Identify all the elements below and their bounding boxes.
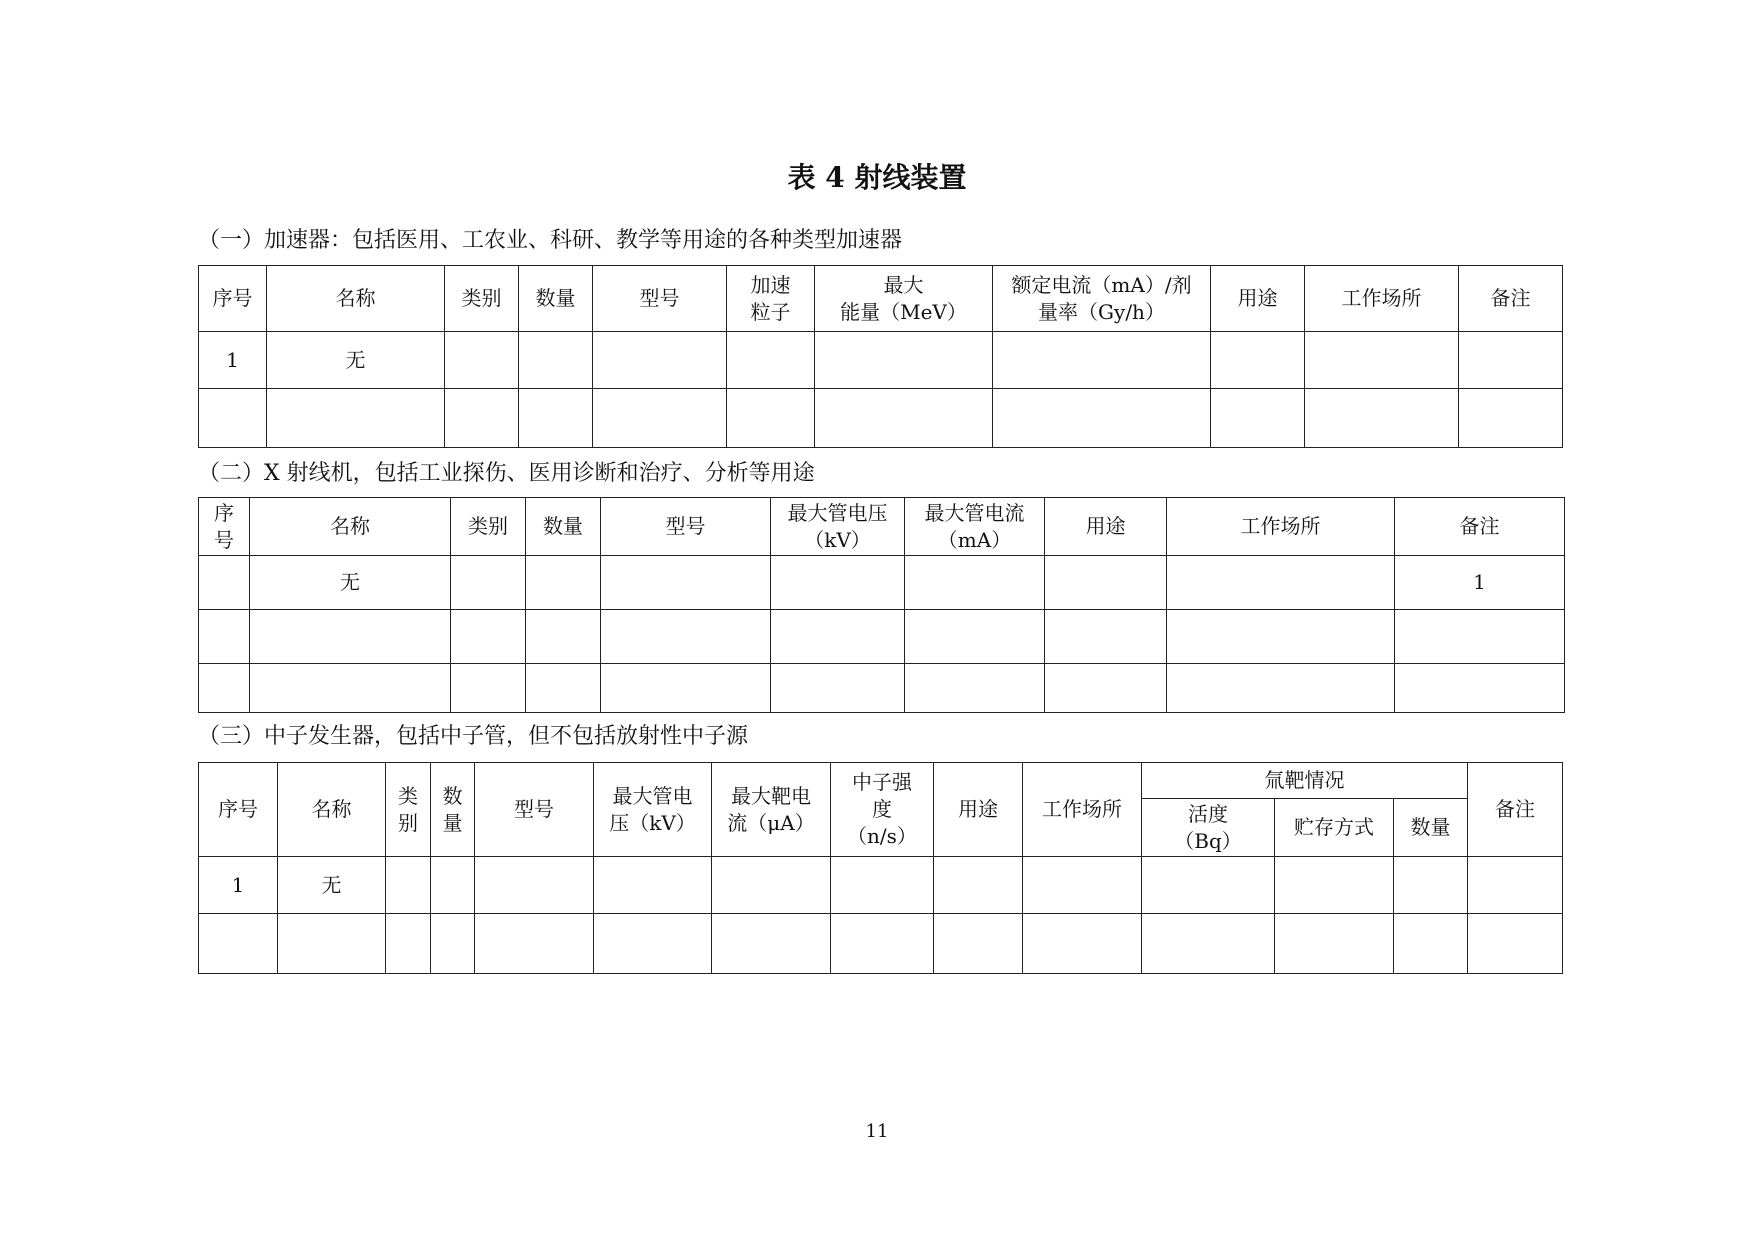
table-cell [601,664,771,713]
table-header-row [199,763,1563,799]
table-cell [526,610,601,664]
table-cell [1211,332,1305,389]
table-cell [831,857,934,914]
table-cell [1394,857,1468,914]
table-cell [1468,914,1563,974]
section-heading-xray: （二）X 射线机，包括工业探伤、医用诊断和治疗、分析等用途 [198,461,815,486]
table-cell [475,914,594,974]
page-title: 表 4 射线装置 [787,161,967,194]
table-cell [267,389,445,448]
header-cell: 工作场所 [1167,498,1395,556]
header-cell: 工作场所 [1305,266,1459,332]
table-cell [1167,610,1395,664]
subheader-cell: 贮存方式 [1275,799,1394,857]
section-heading-accelerators: （一）加速器：包括医用、工农业、科研、教学等用途的各种类型加速器 [198,228,903,253]
table-cell [386,857,431,914]
header-cell: 型号 [593,266,727,332]
table-cell [526,556,601,610]
table-cell [905,664,1045,713]
header-cell: 序 号 [199,498,250,556]
table-cell: 无 [250,556,451,610]
table-cell [1395,664,1565,713]
table-cell [1167,664,1395,713]
table-cell [250,610,451,664]
table-cell [815,389,993,448]
table-cell [1142,857,1275,914]
table-cell [526,664,601,713]
table-cell: 无 [267,332,445,389]
table-cell: 1 [199,857,278,914]
table-cell [1167,556,1395,610]
table-row [199,664,1565,713]
header-cell: 类别 [445,266,519,332]
table-cell [771,610,905,664]
table-row [199,610,1565,664]
table-cell [712,857,831,914]
table-cell [519,389,593,448]
header-cell: 类别 [451,498,526,556]
xray-table [198,497,1565,713]
table-cell [1275,857,1394,914]
table-cell [771,556,905,610]
header-cell: 备注 [1395,498,1565,556]
table-cell [601,556,771,610]
accelerator-table-body [199,266,1563,448]
table-cell [1045,556,1167,610]
table-cell [993,389,1211,448]
header-cell: 工作场所 [1023,763,1142,857]
header-cell: 加速 粒子 [727,266,815,332]
table-cell [594,914,712,974]
header-cell: 最大管电 压（kV） [594,763,712,857]
header-cell: 数 量 [431,763,475,857]
table-cell [831,914,934,974]
table-cell [386,914,431,974]
header-cell: 备注 [1468,763,1563,857]
accelerator-table [198,265,1563,448]
table-cell [1394,914,1468,974]
neutron-table-body [199,763,1563,974]
header-cell: 序号 [199,763,278,857]
table-cell [445,332,519,389]
header-cell: 最大管电流 （mA） [905,498,1045,556]
table-cell [1211,389,1305,448]
table-cell [1045,664,1167,713]
table-cell [1305,332,1459,389]
table-cell [199,914,278,974]
header-cell: 用途 [1211,266,1305,332]
xray-table-body [199,498,1565,713]
table-cell [1468,857,1563,914]
table-cell [1045,610,1167,664]
table-cell [594,857,712,914]
table-cell [519,332,593,389]
table-cell [451,610,526,664]
table-cell [1459,332,1563,389]
header-cell: 类 别 [386,763,431,857]
subheader-cell: 数量 [1394,799,1468,857]
table-cell [445,389,519,448]
header-cell: 用途 [934,763,1023,857]
header-cell: 最大管电压 （kV） [771,498,905,556]
table-header-row [199,498,1565,556]
table-cell [934,857,1023,914]
table-cell [1305,389,1459,448]
header-cell: 中子强 度 （n/s） [831,763,934,857]
table-cell: 1 [199,332,267,389]
table-cell [475,857,594,914]
header-cell: 数量 [519,266,593,332]
table-cell [905,610,1045,664]
header-cell: 数量 [526,498,601,556]
neutron-table [198,762,1563,974]
table-cell: 1 [1395,556,1565,610]
header-cell: 最大靶电 流（μA） [712,763,831,857]
table-cell [278,914,386,974]
table-cell [199,610,250,664]
table-cell [451,664,526,713]
table-cell [593,389,727,448]
table-cell [199,556,250,610]
header-cell-tritium-target: 氚靶情况 [1142,763,1468,799]
table-cell [1142,914,1275,974]
table-cell [993,332,1211,389]
table-cell [771,664,905,713]
table-cell [1023,914,1142,974]
section-heading-neutron: （三）中子发生器，包括中子管，但不包括放射性中子源 [198,724,749,749]
table-cell [1275,914,1394,974]
page-number: 11 [865,1121,889,1142]
table-cell [199,389,267,448]
table-cell [451,556,526,610]
table-cell [431,914,475,974]
table-cell: 无 [278,857,386,914]
table-cell [593,332,727,389]
table-cell [815,332,993,389]
header-cell: 名称 [250,498,451,556]
table-cell [712,914,831,974]
table-cell [727,389,815,448]
header-cell: 型号 [475,763,594,857]
header-cell: 最大 能量（MeV） [815,266,993,332]
table-cell [431,857,475,914]
table-cell [727,332,815,389]
table-header-row [199,266,1563,332]
table-row [199,914,1563,974]
header-cell: 用途 [1045,498,1167,556]
table-cell [1459,389,1563,448]
header-cell: 备注 [1459,266,1563,332]
table-row [199,556,1565,610]
table-cell [905,556,1045,610]
table-row [199,332,1563,389]
table-cell [934,914,1023,974]
table-row [199,389,1563,448]
header-cell: 型号 [601,498,771,556]
header-cell: 序号 [199,266,267,332]
header-cell: 额定电流（mA）/剂 量率（Gy/h） [993,266,1211,332]
table-row [199,857,1563,914]
table-cell [199,664,250,713]
table-cell [601,610,771,664]
header-cell: 名称 [278,763,386,857]
subheader-cell: 活度 （Bq） [1142,799,1275,857]
table-cell [1023,857,1142,914]
header-cell: 名称 [267,266,445,332]
table-cell [250,664,451,713]
table-cell [1395,610,1565,664]
